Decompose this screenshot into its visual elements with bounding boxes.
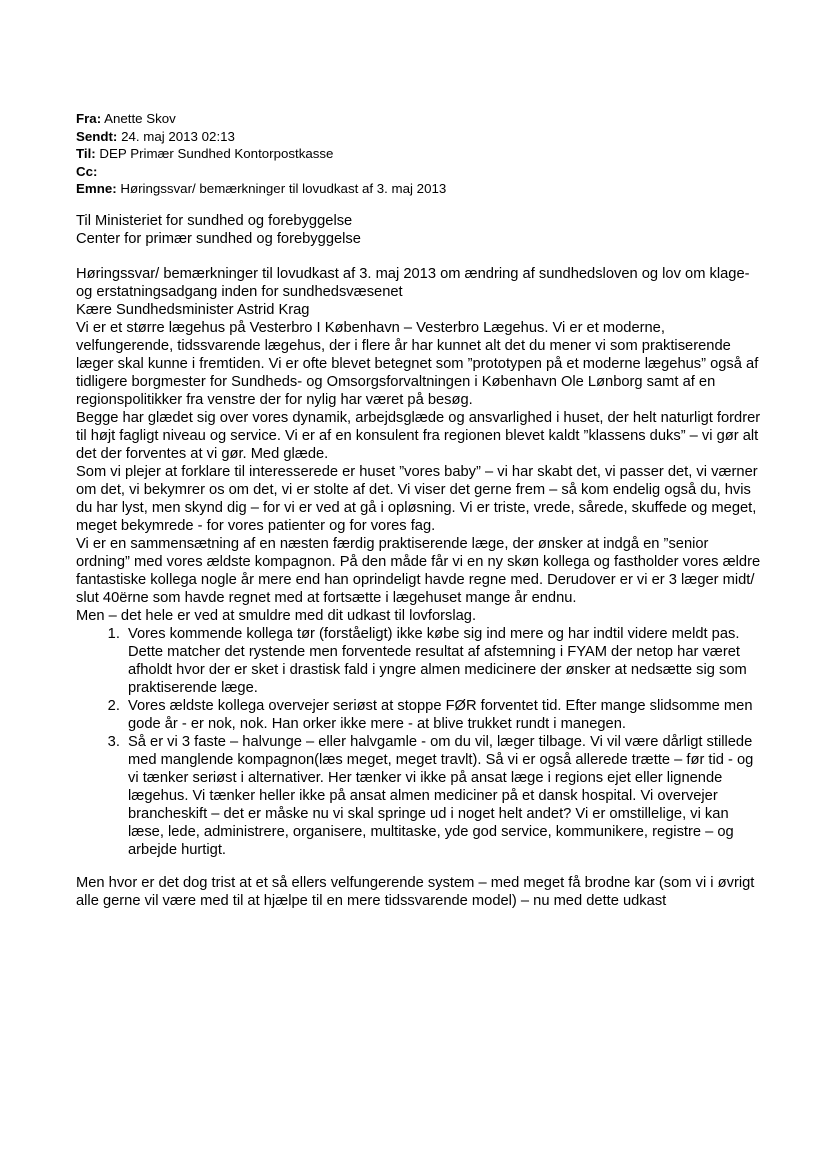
cc-row — [76, 163, 446, 181]
list-item: 2. Vores ældste kollega overvejer seriøst at stoppe FØR forventet tid. Efter mange slidsomme men gode år - er nok, nok. Han orker ikke mere - at blive trukket rundt i manegen. — [124, 697, 766, 733]
numbered-list — [76, 625, 766, 859]
paragraph: Vi er en sammensætning af en næsten færdig praktiserende læge, der ønsker at indgå en ”senior ordning” med vores ældste kompagnon. På den måde får vi en ny skøn kollega og fastholder vores ældre fantastiske kollega nogle år mere end han oprindeligt havde regne med. Derudover er vi er 3 læger midt/ slut 40ërne som havde regnet med at fortsætte i lægehuset mange år endnu. — [76, 536, 761, 606]
sent-label: Sendt: — [76, 128, 118, 144]
transition-line: Men – det hele er ved at smuldre med dit udkast til lovforslag. — [76, 608, 477, 624]
from-label: Fra: — [76, 111, 102, 126]
cc-label: Cc: — [76, 163, 98, 179]
email-header — [76, 110, 446, 198]
from-row — [76, 110, 446, 128]
paragraph: Begge har glædet sig over vores dynamik, arbejdsglæde og ansvarlighed i huset, der helt naturligt fordrer til højt fagligt niveau og service. Vi er af en konsulent fra regionen blevet kaldt ”klassens duks” – vi gør alt det der forventes at vi gør. Med glæde. — [76, 410, 761, 462]
to-label: Til: — [76, 146, 96, 161]
sent-row — [76, 128, 446, 146]
greeting: Kære Sundhedsminister Astrid Krag — [76, 302, 310, 318]
recipient-line: Center for primær sundhed og forebyggelse — [76, 231, 361, 247]
closing-paragraph: Men hvor er det dog trist at et så ellers velfungerende system – med meget få brodne kar (som vi i øvrigt alle gerne vil være med til at hjælpe til en mere tidssvarende model) – nu med dette udkast — [76, 875, 755, 909]
subject-label: Emne: — [76, 181, 117, 196]
letter-body — [76, 212, 766, 910]
from-value: Anette Skov — [104, 111, 176, 126]
sent-value: 24. maj 2013 02:13 — [121, 128, 235, 144]
to-value: DEP Primær Sundhed Kontorpostkasse — [99, 146, 334, 161]
recipient-block — [76, 212, 766, 248]
list-item: 3. Så er vi 3 faste – halvunge – eller halvgamle - om du vil, læger tilbage. Vi vil være dårligt stillede med manglende kompagnon(læs meget, meget travlt). Så vi er også allerede trætte – før tid - og vi tænker seriøst i alternativer. Her tænker vi ikke på ansat læge i regions ejet eller lignende lægehus. Vi tænker heller ikke på ansat almen mediciner på et dansk hospital. Vi overvejer brancheskift – det er måske nu vi skal springe ud i noget helt andet? Vi er omstillelige, vi kan læse, lede, administrere, organisere, multitaske, yde god service, kommunikere, registre – og arbejde hurtigt. — [124, 733, 766, 859]
paragraph: Vi er et større lægehus på Vesterbro I København – Vesterbro Lægehus. Vi er et moderne, velfungerende, tidssvarende lægehus, der i flere år har kunnet alt det du mener vi som praktiserende læger skal kunne i fremtiden. Vi er ofte blevet betegnet som ”prototypen på et moderne lægehus” også af tidligere borgmester for Sundheds- og Omsorgsforvaltningen i København Ole Lønborg samt af en regionspolitikker fra venstre der for nylig har været på besøg. — [76, 320, 759, 408]
recipient-line: Til Ministeriet for sundhed og forebyggelse — [76, 213, 353, 229]
subject-value: Høringssvar/ bemærkninger til lovudkast af 3. maj 2013 — [120, 181, 447, 196]
subject-row — [76, 180, 446, 198]
paragraph: Som vi plejer at forklare til interesserede er huset ”vores baby” – vi har skabt det, vi passer det, vi værner om det, vi bekymrer os om det, vi er stolte af det. Vi viser det gerne frem – så kom endelig også du, hvis du har lyst, men skynd dig – for vi er ved at gå i opløsning. Vi er triste, vrede, sårede, skuffede og meget, meget bekymrede - for vores patienter og for vores fag. — [76, 464, 758, 534]
letter-subject: Høringssvar/ bemærkninger til lovudkast af 3. maj 2013 om ændring af sundhedsloven og lov om klage- og erstatningsadgang inden for sundhedsvæsenet — [76, 266, 750, 300]
to-row — [76, 145, 446, 163]
list-item: 1. Vores kommende kollega tør (forståeligt) ikke købe sig ind mere og har indtil videre meldt pas. Dette matcher det rystende men forventede resultat af afstemning i FYAM der netop har været afholdt hvor der er sket i drastisk fald i yngre almen medicinere der ønsker at nedsætte sig som praktiserende læge. — [124, 625, 766, 697]
